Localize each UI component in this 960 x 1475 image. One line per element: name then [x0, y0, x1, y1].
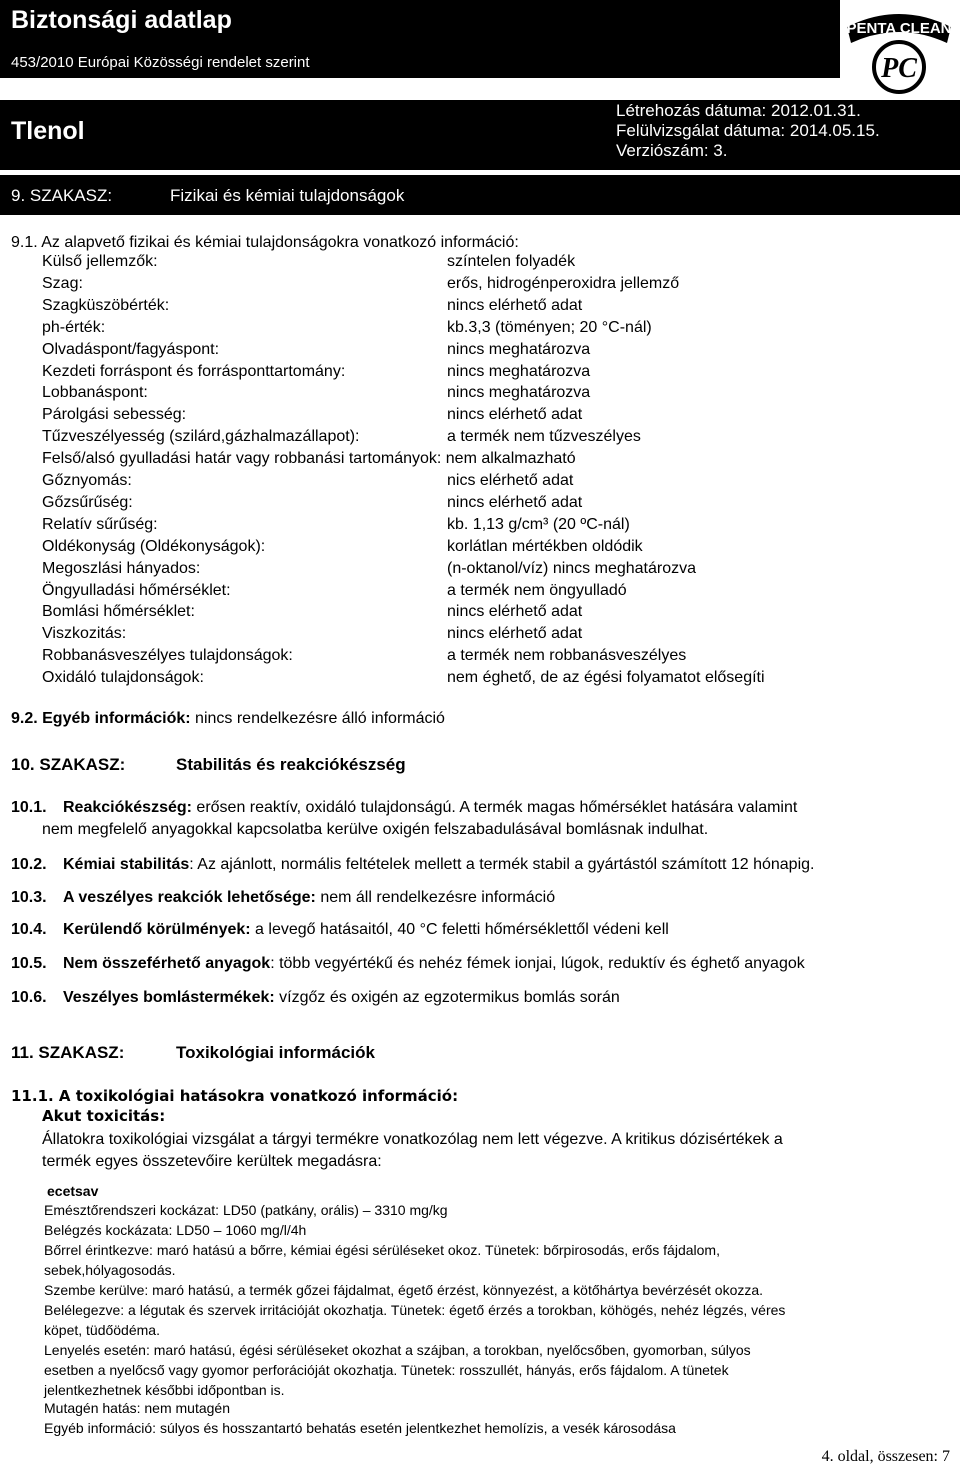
section10-item [11, 921, 669, 939]
property-value: a termék nem robbanásveszélyes [447, 647, 687, 665]
toxicity-line: Belélegezve: a légutak és szervek irritációját okozhatja. Tünetek: égető érzés a torokban, köhögés, nehéz légzés, véres [44, 1302, 786, 1318]
property-label: Gőzsűrűség: [42, 493, 133, 511]
item-text: a levegő hatásaitól, 40 °C feletti hőmérséklettől védeni kell [250, 921, 669, 938]
property-value: nincs meghatározva [447, 384, 591, 402]
property-label: Oxidáló tulajdonságok: [42, 669, 204, 687]
toxicity-line: Mutagén hatás: nem mutagén [44, 1400, 231, 1416]
section10-item [11, 955, 805, 973]
item-heading: Kerülendő körülmények: [63, 921, 251, 938]
property-label: Megoszlási hányados: [42, 559, 201, 577]
property-value: nincs elérhető adat [447, 296, 583, 314]
property-value: nics elérhető adat [447, 472, 574, 489]
section9-number: 9. SZAKASZ: [11, 186, 113, 205]
toxicity-line: Lenyelés esetén: maró hatású, égési sérüléseket okozhat a szájban, a torokban, nyelőcsőben, gyomorban, súlyos [44, 1342, 751, 1358]
section9-sub2-text: nincs rendelkezésre álló információ [190, 710, 445, 727]
property-label: Viszkozitás: [42, 625, 127, 643]
property-value: a termék nem öngyulladó [447, 581, 627, 599]
item-number: 10.4. [11, 921, 47, 938]
item-number: 10.2. [11, 856, 47, 873]
property-label: Bomlási hőmérséklet: [42, 603, 195, 621]
toxicity-line: esetben a nyelőcső vagy gyomor perforációját okozhatja. Tünetek: rosszullét, hányás, erős fájdalom. A tünetek [44, 1362, 729, 1378]
property-value: nincs meghatározva [447, 340, 591, 358]
toxicity-line: Emésztőrendszeri kockázat: LD50 (patkány, orális) – 3310 mg/kg [44, 1202, 448, 1218]
flammability-limits: Felső/alsó gyulladási határ vagy robbanási tartományok: nem alkalmazható [42, 450, 576, 467]
item-number: 10.5. [11, 955, 47, 972]
property-label: Oldékonyság (Oldékonyságok): [42, 537, 266, 555]
section9-sub1: 9.1. Az alapvető fizikai és kémiai tulajdonságokra vonatkozó információ: [11, 234, 519, 251]
section10-item [11, 889, 555, 907]
section11-title: Toxikológiai információk [176, 1043, 375, 1062]
item-text: : Az ajánlott, normális feltételek mellett a termék stabil a gyártástól számított 12 hónapig. [189, 856, 815, 873]
property-value: erős, hidrogénperoxidra jellemző [447, 274, 680, 292]
item-heading: A veszélyes reakciók lehetősége: [63, 889, 316, 906]
version-number: Verziószám: 3. [616, 141, 728, 160]
section9-title: Fizikai és kémiai tulajdonságok [170, 186, 405, 205]
property-value: nem éghető, de az égési folyamatot elősegíti [447, 669, 765, 687]
property-value: (n-oktanol/víz) nincs meghatározva [447, 559, 696, 577]
property-value: nincs elérhető adat [447, 625, 583, 643]
section10-item [11, 856, 814, 874]
section10-number: 10. SZAKASZ: [11, 755, 126, 774]
item-text: : több vegyértékű és nehéz fémek ionjai, lúgok, reduktív és éghető anyagok [270, 955, 805, 972]
property-value: korlátlan mértékben oldódik [447, 537, 643, 555]
toxicity-intro-2: termék egyes összetevőire kerültek megadásra: [42, 1153, 382, 1170]
item-number: 10.3. [11, 889, 47, 906]
property-value: nincs meghatározva [447, 362, 591, 380]
property-label: Szagküszöbérték: [42, 296, 170, 314]
substance-name: ecetsav [47, 1183, 99, 1199]
property-label: Szag: [42, 274, 83, 292]
product-name: Tlenol [11, 117, 85, 145]
logo-mark: PC [881, 53, 917, 84]
acute-toxicity-heading: Akut toxicitás: [42, 1107, 166, 1125]
item-heading: Kémiai stabilitás [63, 856, 190, 873]
property-label: Külső jellemzők: [42, 253, 158, 270]
property-label: Tűzveszélyesség (szilárd,gázhalmazállapot): [42, 428, 360, 446]
item-text: nem áll rendelkezésre információ [315, 889, 556, 906]
item-heading: Veszélyes bomlástermékek: [63, 989, 275, 1006]
property-label: Párolgási sebesség: [42, 406, 187, 424]
section10-title: Stabilitás és reakciókészség [176, 755, 406, 774]
property-value: színtelen folyadék [447, 253, 576, 270]
property-label: Robbanásveszélyes tulajdonságok: [42, 647, 293, 665]
property-value: kb.3,3 (töményen; 20 °C-nál) [447, 318, 652, 336]
toxicity-line: köpet, tüdőödéma. [44, 1322, 160, 1338]
property-label: Kezdeti forráspont és forrásponttartomány: [42, 362, 346, 380]
item-number: 10.1. [11, 799, 47, 816]
property-label: Öngyulladási hőmérséklet: [42, 581, 231, 599]
item-text: erősen reaktív, oxidáló tulajdonságú. A termék magas hőmérséklet hatására valamint [191, 799, 798, 816]
penta-clean-logo [843, 3, 955, 95]
toxicity-line: Egyéb információ: súlyos és hosszantartó behatás esetén jelentkezhet hemolízis, a vesék károsodása [44, 1420, 676, 1436]
toxicity-line: Belégzés kockázata: LD50 – 1060 mg/l/4h [44, 1222, 307, 1238]
property-label: Lobbanáspont: [42, 384, 148, 402]
property-label: Olvadáspont/fagyáspont: [42, 340, 220, 358]
section11-number: 11. SZAKASZ: [11, 1043, 125, 1062]
toxicity-line: sebek,hólyagosodás. [44, 1262, 176, 1278]
revised-date: Felülvizsgálat dátuma: 2014.05.15. [616, 121, 880, 140]
property-value: nincs elérhető adat [447, 493, 583, 511]
property-value: nincs elérhető adat [447, 406, 583, 424]
property-label: Gőznyomás: [42, 472, 132, 489]
property-label: Relatív sűrűség: [42, 515, 158, 533]
property-value: a termék nem tűzveszélyes [447, 428, 641, 446]
item-text: vízgőz és oxigén az egzotermikus bomlás során [274, 989, 620, 1006]
page-number: 4. oldal, összesen: 7 [821, 1448, 950, 1465]
document-title: Biztonsági adatlap [11, 6, 232, 34]
property-label: ph-érték: [42, 318, 106, 336]
toxicity-line: Szembe kerülve: maró hatású, a termék gőzei fájdalmat, égető érzést, könnyezést, a kötőhártya bevérzését okozza. [44, 1282, 764, 1298]
property-value: kb. 1,13 g/cm³ (20 ºC-nál) [447, 515, 630, 533]
section9-bar [0, 175, 960, 215]
logo-text: PENTA CLEAN [846, 20, 952, 37]
section10-item [11, 799, 797, 817]
section10-item [11, 989, 620, 1007]
item-number: 10.6. [11, 989, 47, 1006]
item-heading: Nem összeférhető anyagok [63, 955, 271, 972]
item-text-continued: nem megfelelő anyagokkal kapcsolatba kerülve oxigén felszabadulásával bomlásnak indulhat. [42, 821, 709, 838]
section9-sub2 [11, 710, 445, 728]
section9-sub2-label: 9.2. Egyéb információk: [11, 710, 191, 727]
item-heading: Reakciókészség: [63, 799, 192, 816]
section11-sub1: 11.1. A toxikológiai hatásokra vonatkozó információ: [11, 1087, 459, 1105]
toxicity-intro-1: Állatokra toxikológiai vizsgálat a tárgyi termékre vonatkozólag nem lett végezve. A kritikus dózisértékek a [42, 1131, 783, 1148]
property-value: nincs elérhető adat [447, 603, 583, 621]
created-date: Létrehozás dátuma: 2012.01.31. [616, 101, 861, 120]
document-subtitle: 453/2010 Európai Közösségi rendelet szerint [11, 54, 310, 71]
toxicity-line: Bőrrel érintkezve: maró hatású a bőrre, kémiai égési sérüléseket okoz. Tünetek: bőrpirosodás, erős fájdalom, [44, 1242, 720, 1258]
toxicity-line: jelentkezhetnek későbbi időpontban is. [44, 1382, 285, 1398]
